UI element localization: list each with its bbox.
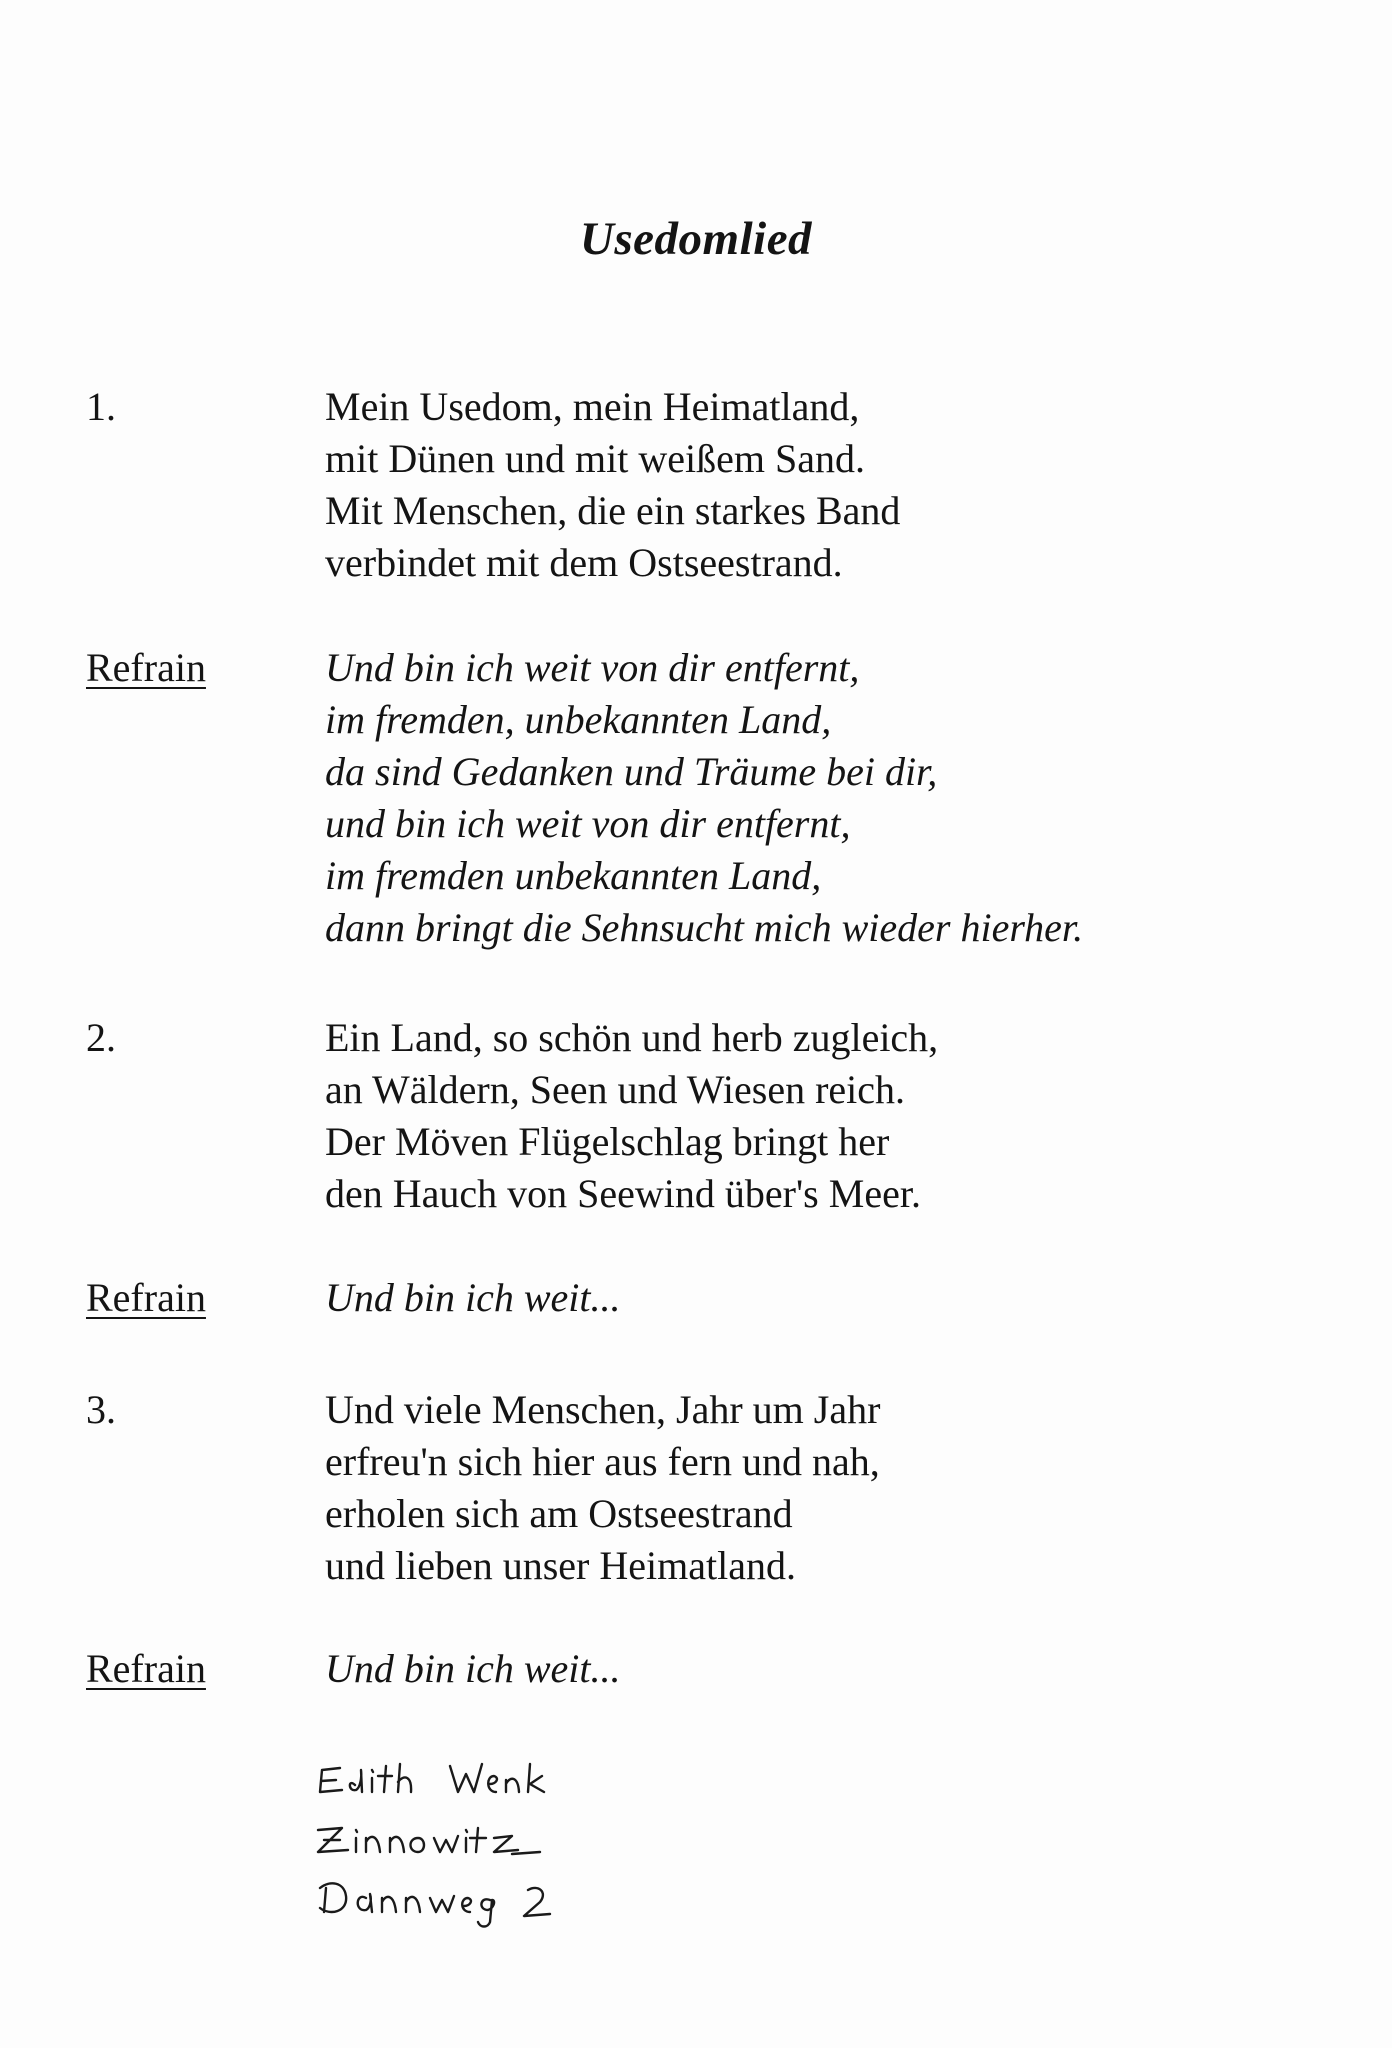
- signature-line-3: [320, 1883, 550, 1926]
- refrain-line: Und bin ich weit von dir entfernt,: [325, 645, 860, 690]
- verse-line: Und viele Menschen, Jahr um Jahr: [325, 1387, 881, 1432]
- refrain-1-label: Refrain: [86, 645, 206, 690]
- verse-3: [325, 1384, 880, 1592]
- verse-line: Mein Usedom, mein Heimatland,: [325, 384, 860, 429]
- verse-1: [325, 381, 900, 589]
- verse-line: den Hauch von Seewind über's Meer.: [325, 1171, 921, 1216]
- verse-line: und lieben unser Heimatland.: [325, 1543, 796, 1588]
- verse-line: erholen sich am Ostseestrand: [325, 1491, 793, 1536]
- refrain-line: dann bringt die Sehnsucht mich wieder hierher.: [325, 905, 1084, 950]
- handwritten-signature: [300, 1730, 700, 1930]
- verse-2-number: 2.: [86, 1015, 116, 1060]
- refrain-2-label: Refrain: [86, 1275, 206, 1320]
- signature-drawing: [300, 1730, 700, 1930]
- verse-line: Ein Land, so schön und herb zugleich,: [325, 1015, 939, 1060]
- signature-line-1: [320, 1764, 544, 1792]
- verse-line: Der Möven Flügelschlag bringt her: [325, 1119, 890, 1164]
- verse-line: Mit Menschen, die ein starkes Band: [325, 488, 901, 533]
- refrain-line: Und bin ich weit...: [325, 1275, 621, 1320]
- refrain-line: Und bin ich weit...: [325, 1646, 621, 1691]
- verse-line: mit Dünen und mit weißem Sand.: [325, 436, 865, 481]
- refrain-3: [325, 1643, 621, 1695]
- verse-line: an Wäldern, Seen und Wiesen reich.: [325, 1067, 906, 1112]
- refrain-2: [325, 1272, 621, 1324]
- song-title: Usedomlied: [579, 213, 813, 265]
- refrain-line: im fremden, unbekannten Land,: [325, 697, 832, 742]
- refrain-line: im fremden unbekannten Land,: [325, 853, 822, 898]
- verse-line: erfreu'n sich hier aus fern und nah,: [325, 1439, 880, 1484]
- verse-line: verbindet mit dem Ostseestrand.: [325, 540, 843, 585]
- verse-1-number: 1.: [86, 384, 116, 429]
- verse-3-number: 3.: [86, 1387, 116, 1432]
- verse-2: [325, 1012, 938, 1220]
- refrain-3-label: Refrain: [86, 1646, 206, 1691]
- refrain-1: [325, 642, 1083, 954]
- signature-line-2: [318, 1828, 540, 1854]
- refrain-line: da sind Gedanken und Träume bei dir,: [325, 749, 938, 794]
- refrain-line: und bin ich weit von dir entfernt,: [325, 801, 851, 846]
